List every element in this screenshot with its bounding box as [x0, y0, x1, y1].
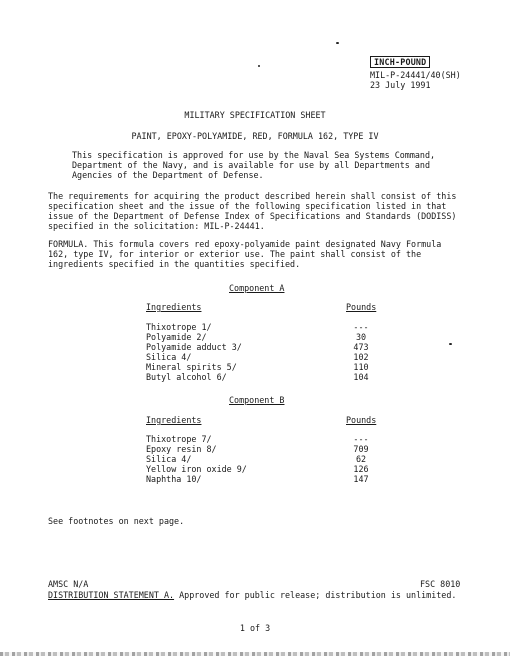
- table-row: [146, 342, 376, 352]
- pounds-column-header: Pounds: [346, 302, 377, 312]
- ingredient-pounds: ---: [353, 434, 369, 444]
- table-row: [146, 352, 376, 362]
- ingredient-pounds: 104: [353, 372, 369, 382]
- ingredient-name: Silica 4/: [146, 454, 192, 464]
- ingredient-name: Butyl alcohol 6/: [146, 372, 227, 382]
- ingredient-name: Thixotrope 7/: [146, 434, 212, 444]
- fsc-code: FSC 8010: [420, 579, 461, 589]
- ingredient-pounds: 709: [353, 444, 369, 454]
- ingredients-column-header: Ingredients: [146, 415, 202, 425]
- inch-pound-badge: INCH-POUND: [370, 56, 430, 68]
- table-row: [146, 372, 376, 382]
- ingredient-pounds: 62: [355, 454, 367, 464]
- ingredient-name: Polyamide 2/: [146, 332, 207, 342]
- distribution-label: DISTRIBUTION STATEMENT A.: [48, 590, 175, 600]
- ingredients-column-header: Ingredients: [146, 302, 202, 312]
- distribution-statement: [48, 590, 456, 600]
- table-row: [146, 434, 376, 444]
- header-block: [370, 57, 430, 67]
- requirements-paragraph: The requirements for acquiring the product described herein shall consist of this specification sheet and the issue of the following specification listed in that issue of the Department of Defense Index of Specifications and Standards (DODISS) specified in the solicitation: MIL-P-24441.: [48, 191, 457, 231]
- ingredient-name: Yellow iron oxide 9/: [146, 464, 247, 474]
- scan-edge-artifact: [0, 652, 510, 656]
- formula-paragraph: [48, 239, 488, 269]
- sheet-title: MILITARY SPECIFICATION SHEET: [184, 110, 326, 120]
- component-b-header-row: [146, 415, 376, 425]
- page-number: 1 of 3: [239, 623, 271, 633]
- formula-text: This formula covers red epoxy-polyamide paint designated Navy Formula 162, type IV, for interior or exterior use. The paint shall consist of the ingredients specified in the quantities specified.: [48, 239, 442, 269]
- document-date: 23 July 1991: [370, 80, 431, 90]
- footnote-reference: See footnotes on next page.: [48, 516, 185, 526]
- ingredient-name: Naphtha 10/: [146, 474, 202, 484]
- ingredient-name: Thixotrope 1/: [146, 322, 212, 332]
- ingredient-name: Polyamide adduct 3/: [146, 342, 242, 352]
- table-row: [146, 322, 376, 332]
- amsc-code: AMSC N/A: [48, 579, 89, 589]
- table-row: [146, 444, 376, 454]
- ingredient-name: Epoxy resin 8/: [146, 444, 217, 454]
- table-row: [146, 362, 376, 372]
- table-row: [146, 474, 376, 484]
- component-a-header-row: [146, 302, 376, 312]
- ingredient-pounds: 147: [353, 474, 369, 484]
- ingredient-pounds: ---: [353, 322, 369, 332]
- component-b-title: Component B: [229, 395, 285, 405]
- ingredient-pounds: 110: [353, 362, 369, 372]
- table-row: [146, 332, 376, 342]
- scan-speck: [258, 65, 260, 67]
- ingredient-pounds: 473: [353, 342, 369, 352]
- ingredient-name: Silica 4/: [146, 352, 192, 362]
- component-a-title: Component A: [229, 283, 285, 293]
- distribution-text: Approved for public release; distribution is unlimited.: [174, 590, 457, 600]
- scan-speck: [449, 343, 452, 345]
- formula-label: FORMULA.: [48, 239, 89, 249]
- ingredient-pounds: 102: [353, 352, 369, 362]
- document-number: MIL-P-24441/40(SH): [370, 70, 461, 80]
- ingredient-name: Mineral spirits 5/: [146, 362, 237, 372]
- subject-title: PAINT, EPOXY-POLYAMIDE, RED, FORMULA 162, TYPE IV: [131, 131, 379, 141]
- pounds-column-header: Pounds: [346, 415, 377, 425]
- scan-speck: [336, 42, 339, 44]
- approval-paragraph: This specification is approved for use by the Naval Sea Systems Command, Department of the Navy, and is available for use by all Departments and Agencies of the Department of Defense.: [72, 150, 436, 180]
- ingredient-pounds: 30: [355, 332, 367, 342]
- table-row: [146, 464, 376, 474]
- table-row: [146, 454, 376, 464]
- ingredient-pounds: 126: [353, 464, 369, 474]
